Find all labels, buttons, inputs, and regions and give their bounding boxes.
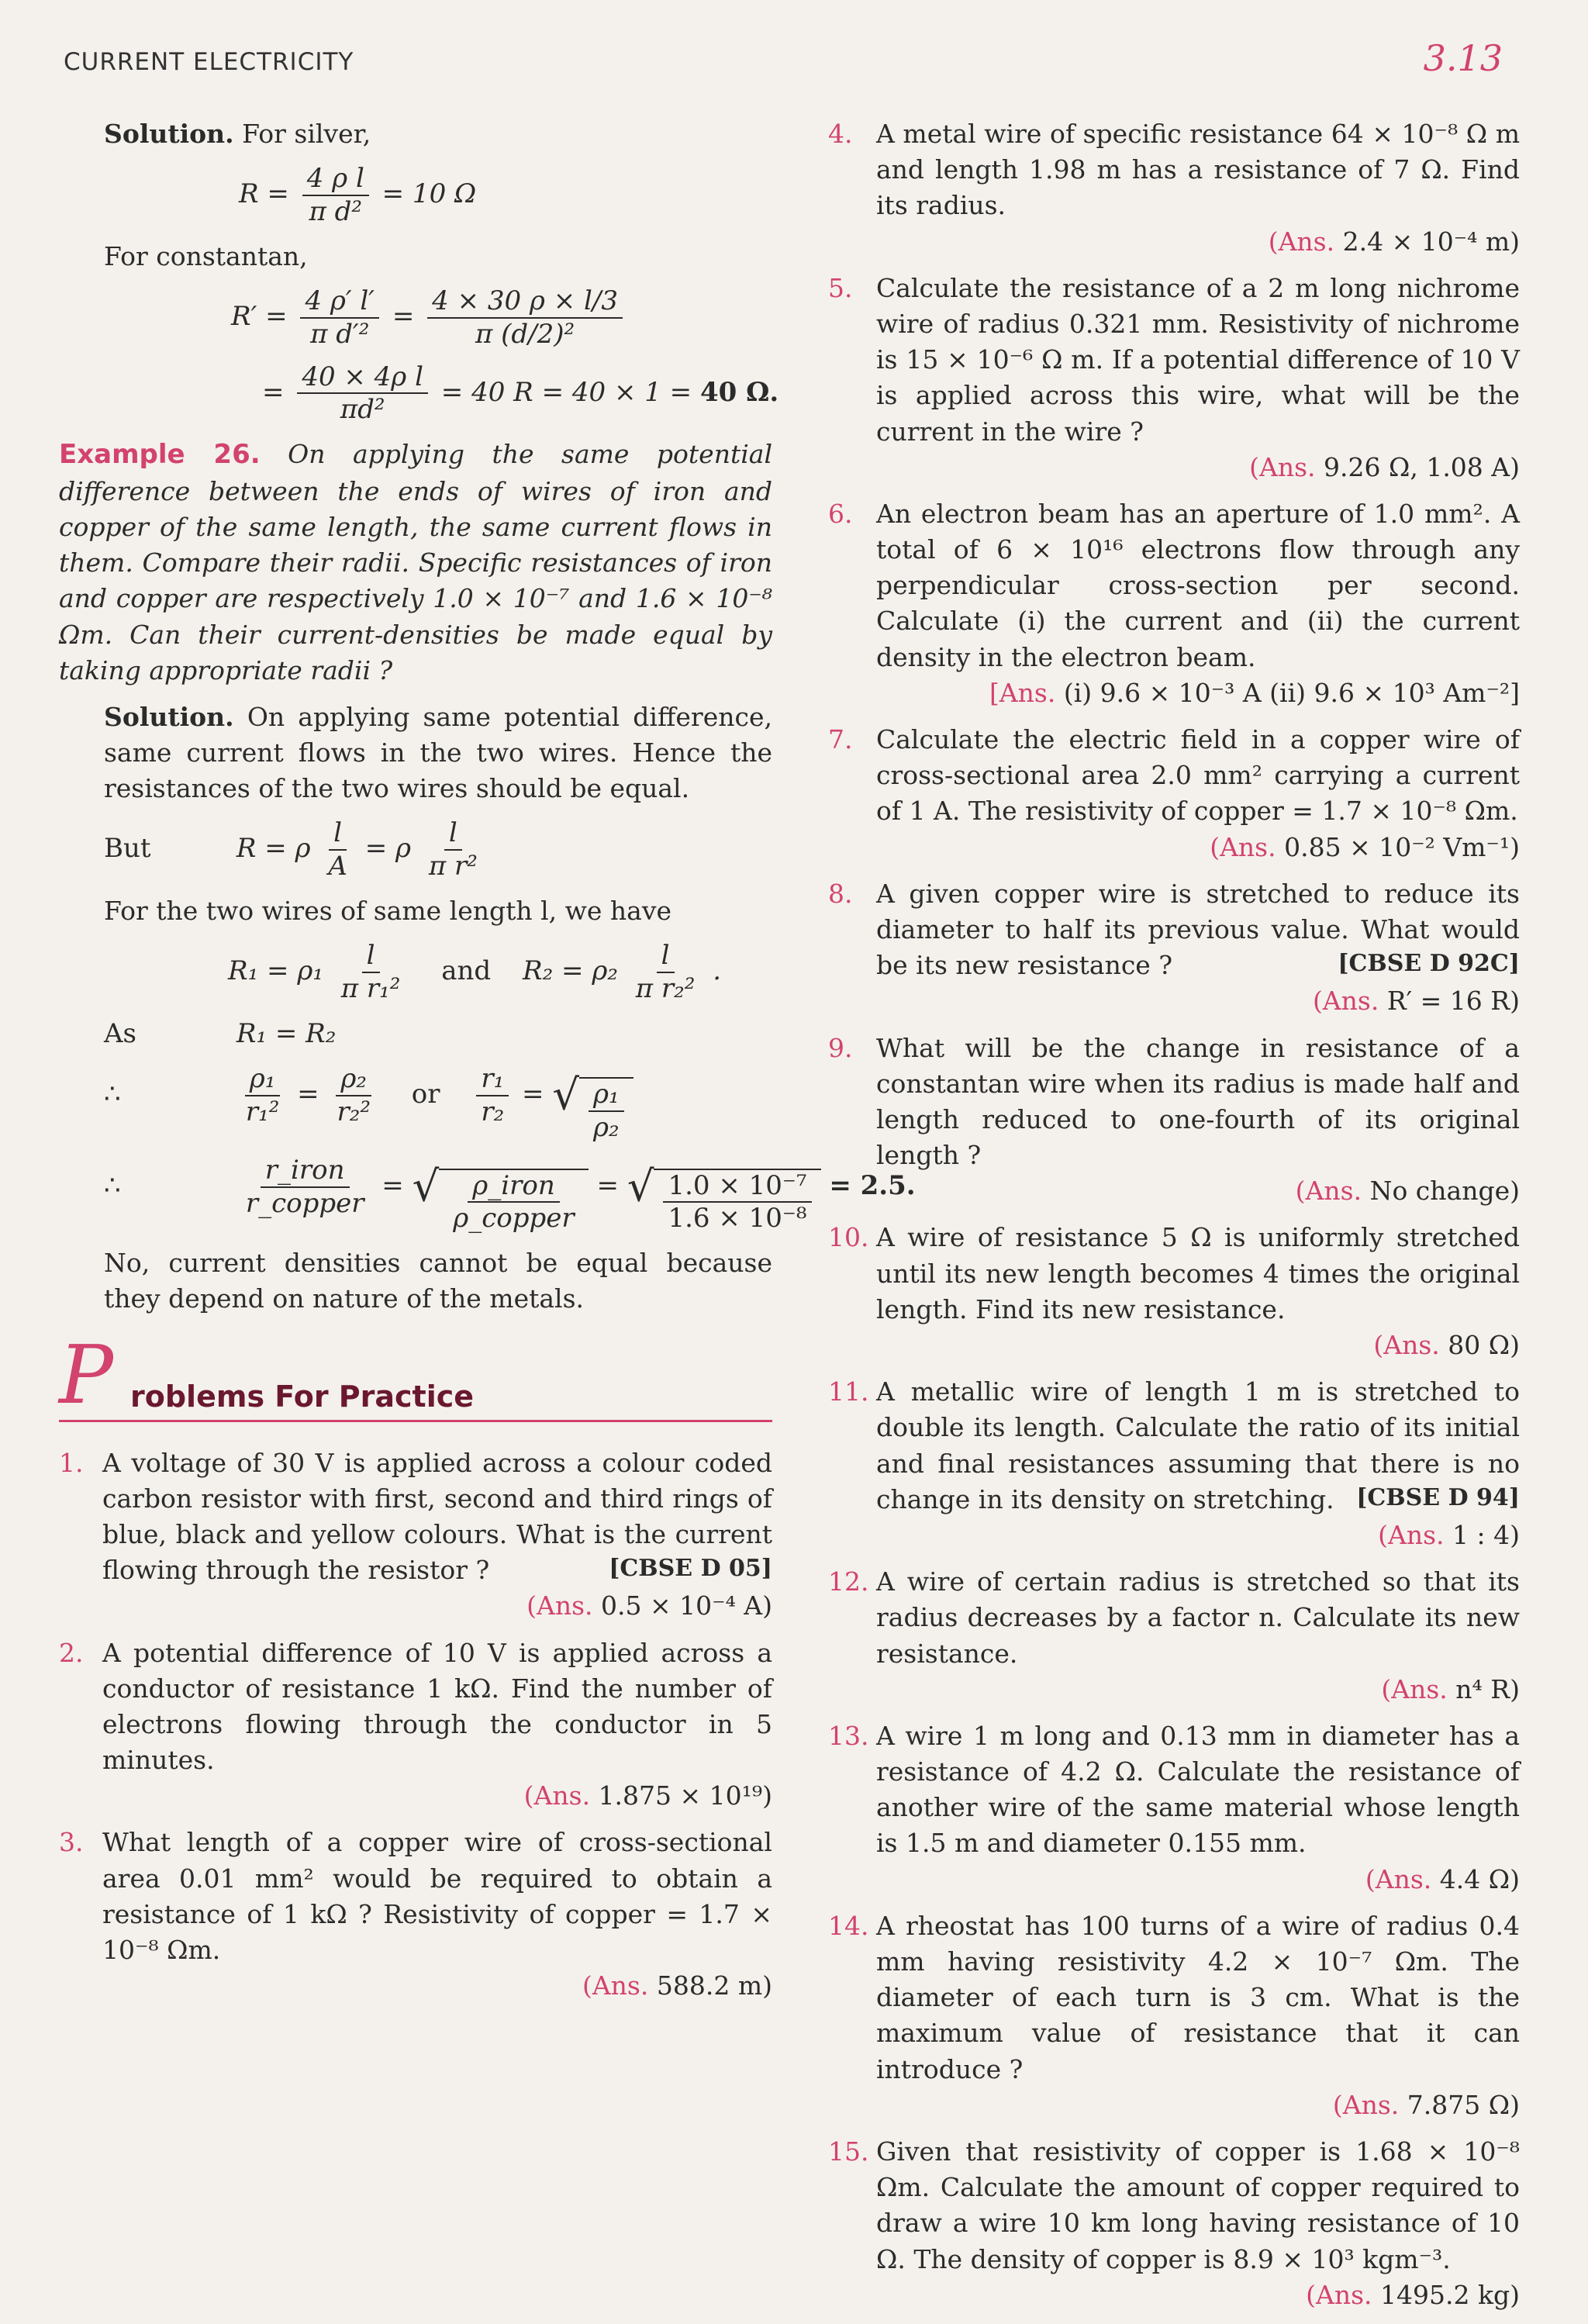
eq-result: 40 Ω. bbox=[699, 376, 779, 408]
problem-body bbox=[102, 1635, 772, 1815]
denominator: π r₂² bbox=[635, 973, 696, 1005]
problem-item bbox=[828, 722, 1520, 865]
numerator: 40 × 4ρ l bbox=[297, 361, 428, 395]
exam-tag: [CBSE D 05] bbox=[609, 1555, 772, 1583]
answer-value: No change) bbox=[1369, 1176, 1520, 1207]
numerator: ρ₁ bbox=[245, 1063, 281, 1096]
numerator: l bbox=[329, 817, 347, 851]
answer-value: R′ = 16 R) bbox=[1386, 986, 1520, 1017]
fraction bbox=[297, 361, 428, 426]
fraction bbox=[427, 285, 623, 350]
answer bbox=[876, 450, 1520, 485]
section-title-text: roblems For Practice bbox=[130, 1379, 475, 1414]
problem-body bbox=[876, 271, 1520, 485]
fraction bbox=[337, 940, 406, 1005]
numerator: ρ_iron bbox=[468, 1170, 559, 1203]
problem-number: 9. bbox=[828, 1032, 853, 1063]
problem-text: A metallic wire of length 1 m is stretched to double its length. Calculate the ratio of its initial and final resistances assuming that there is no change in its density on stretching. bbox=[876, 1376, 1520, 1514]
equals-sign: = bbox=[297, 1079, 319, 1110]
denominator: ρ_copper bbox=[453, 1203, 575, 1235]
equals-sign: = bbox=[381, 1169, 404, 1201]
equation-silver bbox=[59, 163, 772, 228]
example-label: Example 26. bbox=[59, 439, 261, 471]
eq-lhs: R₂ = ρ₂ bbox=[523, 955, 618, 987]
equation-constantan-result bbox=[59, 361, 779, 426]
conjunction: and bbox=[441, 955, 492, 987]
sqrt-body bbox=[654, 1169, 820, 1235]
problem-body bbox=[876, 496, 1520, 711]
problem-body bbox=[876, 2134, 1520, 2313]
answer bbox=[876, 224, 1520, 260]
answer-label: (Ans. bbox=[1268, 226, 1335, 257]
answer-label: (Ans. bbox=[526, 1590, 593, 1621]
answer-value: n⁴ R) bbox=[1455, 1673, 1520, 1704]
problem-text: A rheostat has 100 turns of a wire of radius 0.4 mm having resistivity 4.2 × 10⁻⁷ Ωm. The diameter of each turn is 3 cm. What is the maximum value of resistance that it can introduce ? bbox=[876, 1910, 1520, 2084]
solution-silver bbox=[59, 116, 772, 152]
problem-body bbox=[876, 1031, 1520, 1210]
denominator: A bbox=[328, 851, 347, 882]
answer bbox=[876, 1173, 1520, 1209]
problems-section-title bbox=[59, 1327, 772, 1422]
problem-body bbox=[876, 1564, 1520, 1708]
denominator: r₂² bbox=[337, 1096, 371, 1128]
problem-number: 14. bbox=[828, 1910, 869, 1941]
eq-middle: = ρ bbox=[364, 833, 411, 865]
problem-number: 13. bbox=[828, 1720, 869, 1751]
numerator: l bbox=[362, 940, 380, 973]
therefore-symbol: ∴ bbox=[104, 1079, 121, 1110]
fraction bbox=[302, 163, 369, 228]
fraction bbox=[241, 1155, 369, 1220]
problem-body bbox=[876, 1220, 1520, 1363]
sqrt-symbol: √ bbox=[552, 1071, 580, 1121]
period: . bbox=[713, 955, 722, 987]
fraction bbox=[300, 285, 379, 350]
answer-label: (Ans. bbox=[1312, 986, 1379, 1017]
problem-body bbox=[102, 1445, 772, 1625]
problem-number: 4. bbox=[828, 119, 853, 149]
solution-text: On applying same potential difference, same current flows in the two wires. Hence the resistances of the two wires should be equal. bbox=[104, 701, 772, 804]
problem-text: An electron beam has an aperture of 1.0 mm². A total of 6 × 10¹⁶ electrons flow through any perpendicular cross-section per second. Calculate (i) the current and (ii) the current density in the electron beam. bbox=[876, 498, 1520, 672]
problem-number: 15. bbox=[828, 2136, 869, 2167]
answer-label: (Ans. bbox=[1306, 2279, 1372, 2310]
answer-value: 4.4 Ω) bbox=[1439, 1863, 1520, 1894]
denominator: π (d/2)² bbox=[475, 318, 575, 350]
equals-sign: = bbox=[262, 376, 285, 408]
denominator: π d′² bbox=[310, 318, 370, 350]
answer-label: (Ans. bbox=[1373, 1330, 1440, 1360]
denominator: π r² bbox=[428, 851, 478, 882]
problem-item bbox=[59, 1635, 772, 1815]
numerator: 1.0 × 10⁻⁷ bbox=[663, 1170, 811, 1203]
answer-value: 80 Ω) bbox=[1448, 1330, 1520, 1360]
eq-body: R₁ = R₂ bbox=[236, 1017, 337, 1049]
problem-body bbox=[876, 876, 1520, 1020]
conjunction: or bbox=[411, 1079, 440, 1110]
problem-item bbox=[828, 1564, 1520, 1708]
running-head: CURRENT ELECTRICITY bbox=[64, 48, 354, 76]
numerator: ρ₂ bbox=[336, 1063, 371, 1096]
answer-value: 588.2 m) bbox=[656, 1970, 772, 2001]
denominator: πd² bbox=[340, 394, 385, 426]
problem-text: What will be the change in resistance of a constantan wire when its radius is made half and length reduced to one-fourth of its original length ? bbox=[876, 1032, 1520, 1171]
denominator: r₁² bbox=[245, 1096, 280, 1128]
sqrt-body bbox=[439, 1169, 588, 1235]
problem-text: Calculate the electric field in a copper wire of cross-sectional area 2.0 mm² carrying a current of 1 A. The resistivity of copper = 1.7 × 10⁻⁸ Ωm. bbox=[876, 724, 1520, 827]
right-column bbox=[828, 116, 1520, 2324]
exam-tag: [CBSE D 94] bbox=[1356, 1483, 1520, 1511]
constantan-intro: For constantan, bbox=[104, 240, 308, 271]
solution-intro: For silver, bbox=[242, 119, 371, 149]
answer-label: (Ans. bbox=[1381, 1673, 1448, 1704]
answer-label: (Ans. bbox=[1332, 2089, 1400, 2120]
sqrt-symbol: √ bbox=[412, 1162, 440, 1211]
answer bbox=[876, 983, 1520, 1019]
eq-lhs: R = ρ bbox=[236, 833, 311, 865]
problem-number: 6. bbox=[828, 498, 853, 529]
solution-26 bbox=[59, 699, 772, 807]
answer-value: 1 : 4) bbox=[1452, 1519, 1520, 1550]
equation-as bbox=[59, 1016, 772, 1053]
row-label: As bbox=[104, 1017, 137, 1049]
answer-label: (Ans. bbox=[582, 1970, 649, 2001]
answer bbox=[876, 1328, 1520, 1363]
problem-item bbox=[828, 1718, 1520, 1898]
problem-text: A voltage of 30 V is applied across a colour coded carbon resistor with first, second and third rings of blue, black and yellow colours. What is the current flowing through the resistor ? bbox=[102, 1447, 772, 1586]
problem-text: A wire of certain radius is stretched so that its radius decreases by a factor n. Calculate its new resistance. bbox=[876, 1566, 1520, 1669]
problem-item bbox=[828, 2134, 1520, 2313]
fraction bbox=[332, 1063, 375, 1128]
problem-text: What length of a copper wire of cross-sectional area 0.01 mm² would be required to obtain a resistance of 1 kΩ ? Resistivity of copper = 1.7 × 10⁻⁸ Ωm. bbox=[102, 1827, 772, 1965]
page-number: 3.13 bbox=[1423, 37, 1503, 79]
example-text: On applying the same potential difference between the ends of wires of iron and copper of the same length, the same current flows in them. Compare their radii. Specific resistances of iron and copper are respectively 1.0 × 10⁻⁷ and 1.6 × 10⁻⁸ Ωm. Can their current-densities be made equal by taking appropriate radii ? bbox=[59, 439, 773, 685]
problem-item bbox=[828, 496, 1520, 711]
answer bbox=[102, 1588, 772, 1624]
solution-label: Solution. bbox=[104, 119, 234, 149]
numerator: ρ₁ bbox=[589, 1079, 624, 1112]
solution-label: Solution. bbox=[104, 701, 234, 732]
fraction bbox=[448, 1170, 578, 1235]
answer-value: 1.875 × 10¹⁹) bbox=[598, 1780, 772, 1811]
fraction bbox=[589, 1079, 624, 1144]
problem-body bbox=[876, 1374, 1520, 1553]
problem-body bbox=[876, 1718, 1520, 1898]
problem-text: A wire of resistance 5 Ω is uniformly stretched until its new length becomes 4 times the original length. Find its new resistance. bbox=[876, 1222, 1520, 1324]
denominator: r₂ bbox=[481, 1096, 505, 1128]
answer bbox=[876, 1672, 1520, 1708]
problem-item bbox=[828, 1374, 1520, 1553]
fraction bbox=[476, 1063, 509, 1128]
answer-value: (i) 9.6 × 10⁻³ A (ii) 9.6 × 10³ Am⁻²] bbox=[1063, 677, 1520, 708]
answer bbox=[876, 830, 1520, 865]
answer-label: (Ans. bbox=[1378, 1519, 1445, 1550]
fraction bbox=[323, 817, 352, 882]
row-label: But bbox=[104, 833, 151, 865]
problem-item bbox=[828, 1031, 1520, 1210]
eq-lhs: R = bbox=[239, 178, 289, 209]
fraction bbox=[241, 1063, 285, 1128]
denominator: π r₁² bbox=[340, 973, 401, 1005]
problem-number: 7. bbox=[828, 724, 853, 755]
problem-item bbox=[59, 1445, 772, 1625]
denominator: 1.6 × 10⁻⁸ bbox=[668, 1203, 807, 1235]
answer-label: [Ans. bbox=[989, 677, 1056, 708]
problem-body bbox=[102, 1825, 772, 2004]
answer bbox=[876, 1518, 1520, 1553]
numerator: 4 ρ l bbox=[302, 163, 369, 196]
problem-text: A given copper wire is stretched to reduce its diameter to half its previous value. What would be its new resistance ? bbox=[876, 878, 1520, 981]
numerator: l bbox=[657, 940, 675, 973]
answer-value: 1495.2 kg) bbox=[1380, 2279, 1520, 2310]
problem-text: A potential difference of 10 V is applied across a conductor of resistance 1 kΩ. Find the number of electrons flowing through the conductor in 5 minutes. bbox=[102, 1637, 772, 1776]
eq-rhs: = 10 Ω bbox=[381, 178, 477, 209]
answer-value: 0.85 × 10⁻² Vm⁻¹) bbox=[1284, 831, 1520, 862]
same-length-text: For the two wires of same length l, we have bbox=[104, 896, 672, 927]
answer-label: (Ans. bbox=[1365, 1863, 1432, 1894]
problem-body bbox=[876, 116, 1520, 260]
equation-resistance bbox=[59, 817, 772, 882]
problem-item bbox=[59, 1825, 772, 2004]
problem-item bbox=[828, 1908, 1520, 2123]
denominator: π d² bbox=[309, 195, 363, 227]
answer-value: 9.26 Ω, 1.08 A) bbox=[1324, 451, 1520, 482]
equals-sign: = bbox=[392, 300, 415, 332]
problem-text: Given that resistivity of copper is 1.68 × 10⁻⁸ Ωm. Calculate the amount of copper required to draw a wire 10 km long having resistance of 10 Ω. The density of copper is 8.9 × 10³ kgm⁻³. bbox=[876, 2136, 1520, 2274]
numerator: l bbox=[444, 817, 462, 851]
answer-value: 2.4 × 10⁻⁴ m) bbox=[1342, 226, 1520, 257]
denominator: r_copper bbox=[245, 1187, 364, 1219]
numerator: 4 ρ′ l′ bbox=[300, 285, 379, 319]
answer-value: 7.875 Ω) bbox=[1407, 2089, 1520, 2120]
answer-label: (Ans. bbox=[523, 1780, 591, 1811]
problem-number: 12. bbox=[828, 1566, 869, 1597]
equals-sign: = bbox=[596, 1169, 619, 1201]
problem-body bbox=[876, 722, 1520, 865]
problem-text: A wire 1 m long and 0.13 mm in diameter has a resistance of 4.2 Ω. Calculate the resistance of another wire of the same material whose length is 1.5 m and diameter 0.155 mm. bbox=[876, 1720, 1520, 1859]
problem-number: 3. bbox=[59, 1827, 84, 1858]
section-title-initial: P bbox=[59, 1327, 113, 1422]
answer-label: (Ans. bbox=[1295, 1176, 1362, 1207]
problem-number: 10. bbox=[828, 1222, 869, 1253]
denominator: ρ₂ bbox=[593, 1112, 620, 1143]
problem-number: 1. bbox=[59, 1447, 84, 1478]
problem-item bbox=[828, 116, 1520, 260]
equation-radius-ratio bbox=[59, 1154, 916, 1235]
eq-middle: = 40 R = 40 × 1 = bbox=[440, 376, 692, 408]
answer bbox=[876, 2277, 1520, 2313]
numerator: 4 × 30 ρ × l/3 bbox=[427, 285, 623, 319]
answer bbox=[876, 2087, 1520, 2123]
equals-sign: = bbox=[522, 1079, 544, 1110]
problem-item bbox=[828, 271, 1520, 485]
answer-label: (Ans. bbox=[1249, 451, 1316, 482]
equation-ratio bbox=[59, 1063, 772, 1143]
conclusion-text: No, current densities cannot be equal because they depend on nature of the metals. bbox=[104, 1248, 772, 1314]
sqrt-symbol: √ bbox=[627, 1162, 654, 1211]
example-26 bbox=[59, 437, 772, 689]
answer-value: 0.5 × 10⁻⁴ A) bbox=[601, 1590, 772, 1621]
eq-lhs: R₁ = ρ₁ bbox=[228, 955, 323, 987]
problem-item bbox=[828, 1220, 1520, 1363]
problem-text: A metal wire of specific resistance 64 × 10⁻⁸ Ω m and length 1.98 m has a resistance of 7 Ω. Find its radius. bbox=[876, 119, 1520, 221]
equation-r1-r2 bbox=[59, 940, 772, 1005]
numerator: r_iron bbox=[261, 1155, 350, 1188]
problem-item bbox=[828, 876, 1520, 1020]
eq-result: = 2.5. bbox=[829, 1169, 916, 1201]
problem-number: 11. bbox=[828, 1376, 869, 1407]
answer-label: (Ans. bbox=[1210, 831, 1276, 862]
problem-text: Calculate the resistance of a 2 m long nichrome wire of radius 0.321 mm. Resistivity of nichrome is 15 × 10⁻⁶ Ω m. If a potential difference of 10 V is applied across this wire, what will be the current in the wire ? bbox=[876, 272, 1520, 447]
numerator: r₁ bbox=[476, 1063, 509, 1096]
fraction bbox=[663, 1170, 811, 1235]
fraction bbox=[631, 940, 700, 1005]
problem-number: 8. bbox=[828, 878, 853, 909]
sqrt-body bbox=[579, 1077, 633, 1144]
fraction bbox=[424, 817, 482, 882]
exam-tag: [CBSE D 92C] bbox=[1338, 950, 1520, 978]
problem-number: 5. bbox=[828, 272, 853, 303]
answer bbox=[102, 1968, 772, 2004]
equation-constantan bbox=[59, 285, 772, 350]
problem-body bbox=[876, 1908, 1520, 2123]
problem-number: 2. bbox=[59, 1637, 84, 1668]
answer bbox=[876, 1862, 1520, 1898]
eq-lhs: R′ = bbox=[231, 300, 288, 332]
answer bbox=[102, 1778, 772, 1814]
answer bbox=[876, 675, 1520, 711]
therefore-symbol: ∴ bbox=[104, 1169, 121, 1201]
